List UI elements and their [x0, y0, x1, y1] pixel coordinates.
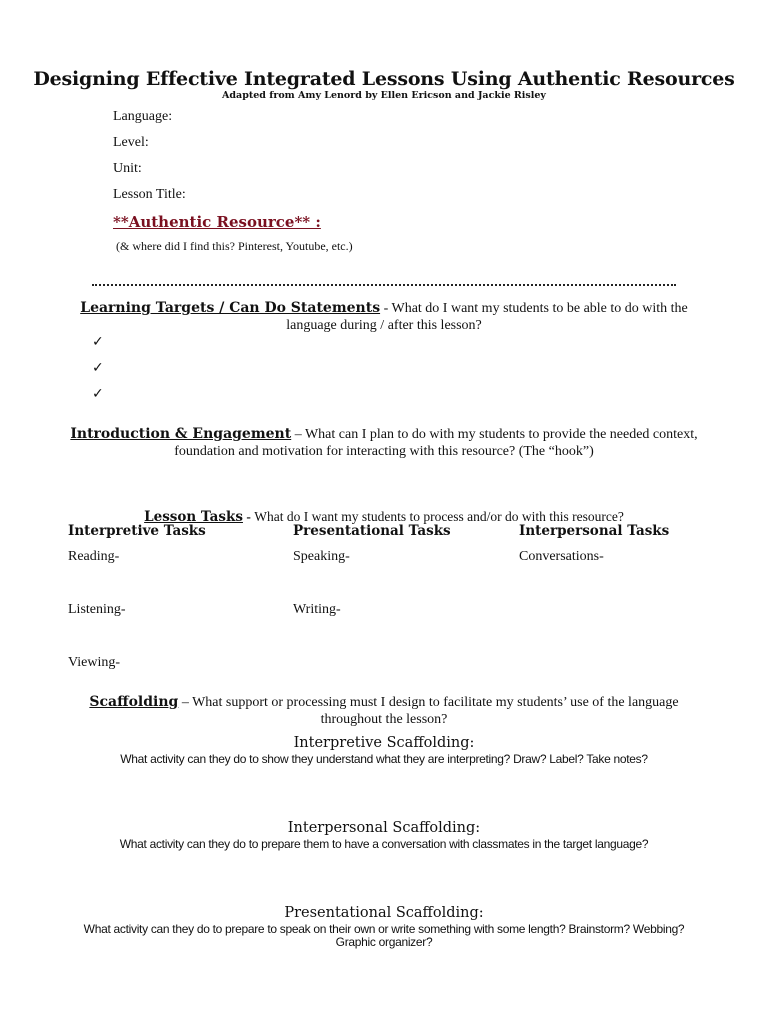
introduction-question: – What can I plan to do with my students to provide the needed context, foundation and motivation for interacting with this resource? (The “hook”) — [174, 427, 698, 459]
checkmark-icon: ✓ — [92, 334, 104, 350]
introduction-section — [60, 426, 708, 460]
lesson-tasks-dash: - — [242, 509, 255, 524]
document-subtitle: Adapted from Amy Lenord by Ellen Ericson and Jackie Risley — [222, 90, 546, 101]
interpretive-scaffolding-heading: Interpretive Scaffolding: — [293, 735, 475, 751]
section-divider — [92, 284, 676, 286]
task-listening: Listening- — [68, 602, 126, 617]
learning-targets-heading: Learning Targets / Can Do Statements — [80, 300, 381, 316]
task-reading: Reading- — [68, 549, 120, 564]
interpersonal-scaffolding-heading: Interpersonal Scaffolding: — [287, 820, 481, 836]
unit-field-label: Unit: — [113, 161, 142, 176]
authentic-resource-note: (& where did I find this? Pinterest, Youtube, etc.) — [116, 239, 353, 253]
level-field-label: Level: — [113, 135, 149, 150]
scaffolding-section — [60, 694, 708, 728]
introduction-heading: Introduction & Engagement — [70, 426, 292, 442]
document-title: Designing Effective Integrated Lessons Using Authentic Resources — [33, 68, 735, 90]
interpretive-scaffolding-question: What activity can they do to show they understand what they are interpreting? Draw? Label? Take notes? — [120, 752, 648, 766]
lesson-title-field-label: Lesson Title: — [113, 187, 186, 202]
interpersonal-scaffolding-question: What activity can they do to prepare them to have a conversation with classmates in the target language? — [119, 837, 649, 851]
scaffolding-question: – What support or processing must I design to facilitate my students’ use of the language throughout the lesson? — [178, 695, 679, 727]
task-speaking: Speaking- — [293, 549, 350, 564]
presentational-scaffolding-question: What activity can they do to prepare to speak on their own or write something with some length? Brainstorm? Webbing? Graphic organizer? — [83, 922, 685, 949]
learning-targets-question: - What do I want my students to be able to do with the language during / after this lesson? — [286, 301, 688, 333]
task-writing: Writing- — [293, 602, 341, 617]
learning-targets-section — [60, 300, 708, 334]
interpersonal-tasks-heading: Interpersonal Tasks — [519, 523, 670, 539]
scaffolding-heading: Scaffolding — [89, 694, 179, 710]
interpretive-tasks-heading: Interpretive Tasks — [68, 523, 206, 539]
lesson-tasks-heading: Lesson Tasks — [144, 509, 243, 525]
authentic-resource-label: **Authentic Resource** : — [113, 213, 321, 231]
language-field-label: Language: — [113, 109, 173, 124]
lesson-tasks-question: What do I want my students to process and/or do with this resource? — [254, 509, 624, 524]
task-conversations: Conversations- — [519, 549, 604, 564]
checkmark-icon: ✓ — [92, 360, 104, 376]
presentational-tasks-heading: Presentational Tasks — [293, 523, 451, 539]
presentational-scaffolding-heading: Presentational Scaffolding: — [284, 905, 484, 921]
checkmark-icon: ✓ — [92, 386, 104, 402]
task-viewing: Viewing- — [68, 655, 121, 670]
